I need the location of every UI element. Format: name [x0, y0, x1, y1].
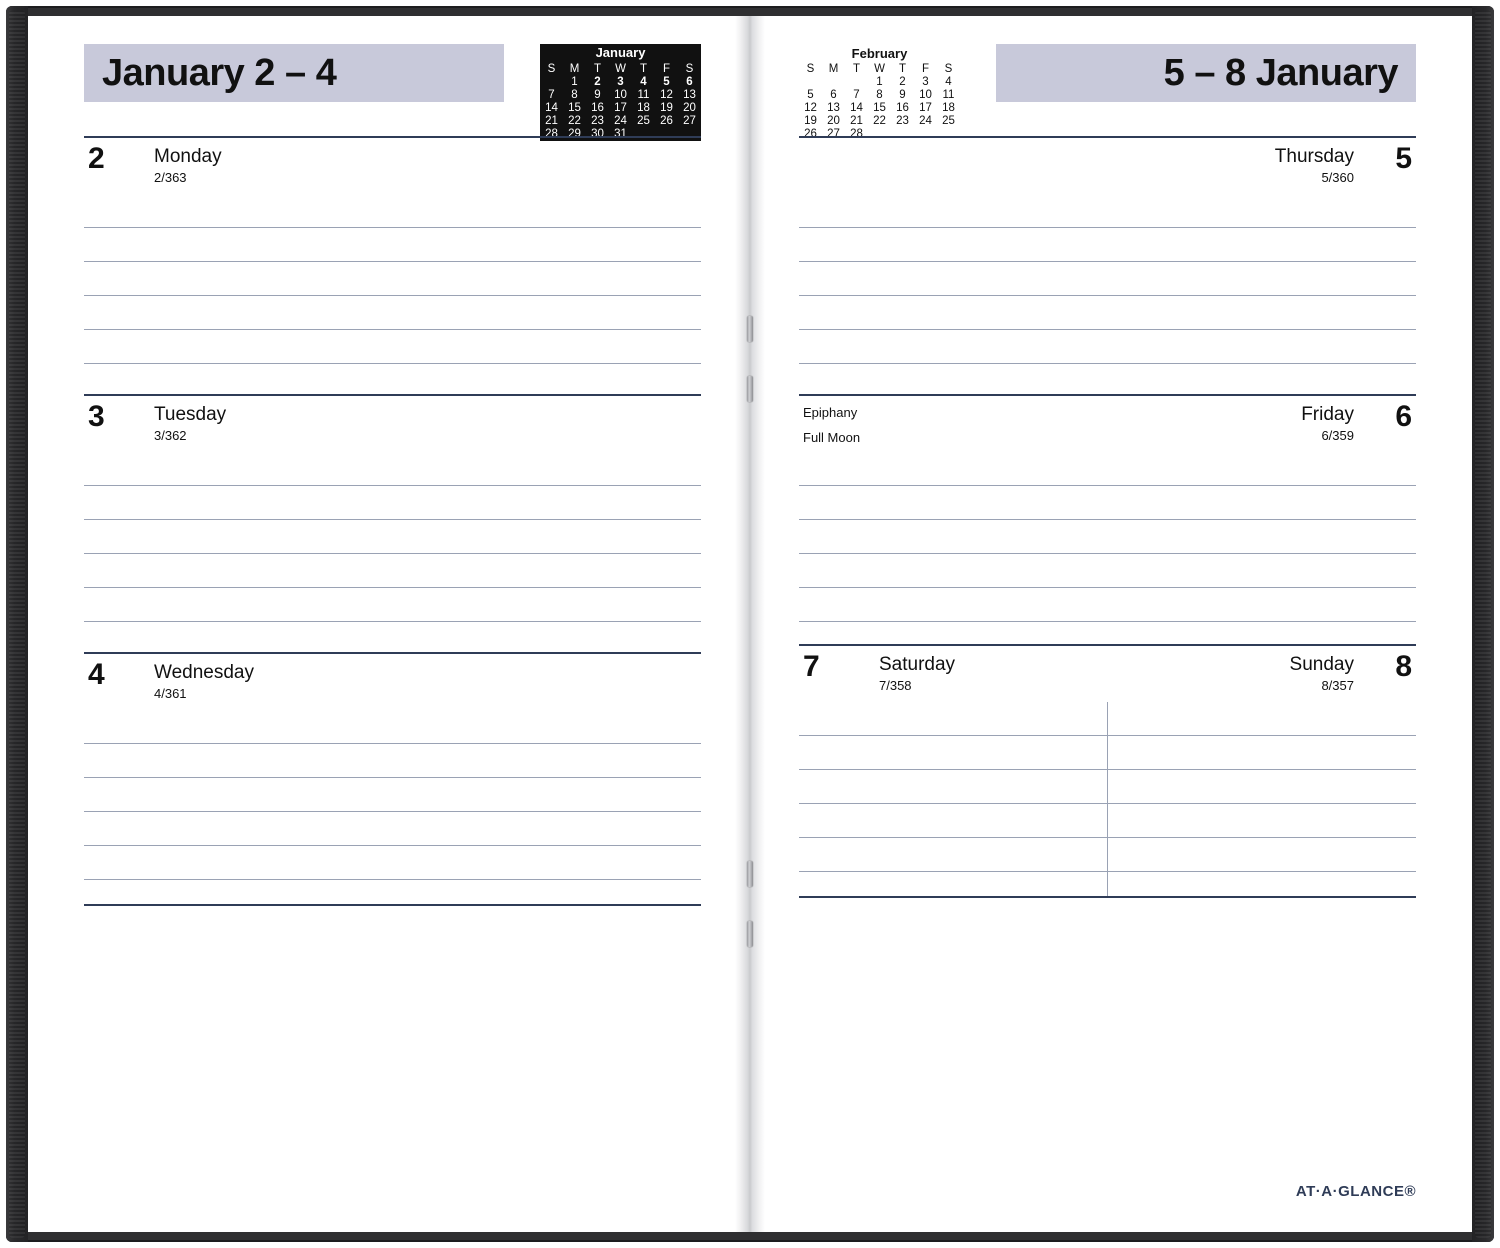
day-number: 8 [1395, 650, 1412, 683]
writing-line[interactable] [84, 520, 701, 554]
writing-line[interactable] [84, 296, 701, 330]
mini-calendar-day: 15 [873, 102, 886, 114]
day-header-tuesday [84, 396, 701, 452]
day-number: 2 [88, 142, 105, 175]
mini-calendar-day: 6 [830, 89, 837, 101]
mini-calendar-day: 29 [568, 128, 581, 140]
writing-line[interactable] [84, 364, 701, 394]
staple [747, 316, 753, 342]
writing-line[interactable] [1108, 702, 1416, 736]
day-number: 7 [803, 650, 820, 683]
mini-calendar-day: 27 [683, 115, 696, 127]
mini-calendar-weekday-row [799, 63, 960, 76]
saturday-lines[interactable] [799, 702, 1108, 896]
staple [747, 861, 753, 887]
cover-spine-left [6, 6, 28, 1242]
writing-line[interactable] [84, 778, 701, 812]
brand-logo: AT·A·GLANCE® [1295, 1183, 1416, 1200]
writing-line[interactable] [1108, 770, 1416, 804]
mini-calendar-day [822, 76, 845, 89]
mini-calendar-week-row [799, 89, 960, 102]
writing-line[interactable] [799, 622, 1416, 644]
mini-calendar-day: 28 [850, 128, 863, 140]
weekday-header: S [547, 63, 556, 75]
weekday-header: T [852, 63, 861, 75]
writing-line[interactable] [799, 486, 1416, 520]
mini-calendar-day: 26 [804, 128, 817, 140]
mini-calendar-day: 10 [614, 89, 627, 101]
mini-calendar-day: 19 [660, 102, 673, 114]
weekday-header: M [828, 63, 839, 75]
mini-calendar-february-title: February [851, 46, 908, 61]
writing-line[interactable] [84, 486, 701, 520]
writing-line[interactable] [799, 296, 1416, 330]
day-name: Monday [154, 146, 222, 167]
weekday-header: S [685, 63, 694, 75]
mini-calendar-day: 20 [827, 115, 840, 127]
mini-calendar-february [799, 46, 960, 141]
day-block-friday[interactable] [799, 394, 1416, 644]
weekday-header: F [921, 63, 930, 75]
day-header-monday [84, 138, 701, 194]
mini-calendar-day: 16 [896, 102, 909, 114]
mini-calendar-day [845, 76, 868, 89]
mini-calendar-day: 22 [873, 115, 886, 127]
right-date-range-label: 5 – 8 January [1163, 51, 1398, 94]
day-block-tuesday[interactable] [84, 394, 701, 652]
day-number: 4 [88, 658, 105, 691]
page-bottom-rule [84, 904, 701, 906]
writing-line[interactable] [84, 194, 701, 228]
left-page [28, 16, 735, 1232]
mini-calendar-week-row [799, 102, 960, 115]
day-block-thursday[interactable] [799, 136, 1416, 394]
writing-line[interactable] [1108, 872, 1416, 896]
writing-line[interactable] [84, 228, 701, 262]
mini-calendar-day: 30 [591, 128, 604, 140]
mini-calendar-day: 11 [637, 89, 650, 101]
day-of-year: 3/362 [154, 428, 187, 443]
mini-calendar-day: 18 [942, 102, 955, 114]
writing-line[interactable] [84, 622, 701, 652]
mini-calendar-day: 26 [660, 115, 673, 127]
day-name: Friday [1301, 404, 1354, 425]
mini-calendar-day: 13 [683, 89, 696, 101]
weekday-header: S [806, 63, 815, 75]
right-page [765, 16, 1472, 1232]
writing-line[interactable] [84, 812, 701, 846]
day-of-year: 8/357 [1321, 678, 1354, 693]
mini-calendar-day: 13 [827, 102, 840, 114]
mini-calendar-week-row [540, 102, 701, 115]
weekday-header: M [569, 63, 580, 75]
day-header-weekend [799, 646, 1416, 702]
mini-calendar-day: 25 [637, 115, 650, 127]
writing-line[interactable] [799, 262, 1416, 296]
writing-line[interactable] [799, 554, 1416, 588]
day-name: Wednesday [154, 662, 254, 683]
weekday-header: W [874, 63, 885, 75]
writing-line[interactable] [799, 872, 1107, 896]
day-of-year: 2/363 [154, 170, 187, 185]
book-gutter [735, 16, 765, 1232]
sunday-lines[interactable] [1108, 702, 1416, 896]
mini-calendar-day: 15 [568, 102, 581, 114]
day-of-year: 4/361 [154, 686, 187, 701]
page-bottom-rule [799, 896, 1416, 898]
mini-calendar-day: 14 [545, 102, 558, 114]
mini-calendar-day: 3 [922, 76, 929, 88]
mini-calendar-day: 7 [548, 89, 555, 101]
mini-calendar-day: 3 [617, 76, 624, 88]
mini-calendar-february-grid [799, 63, 960, 141]
right-date-range-banner [996, 44, 1416, 102]
writing-line[interactable] [1108, 736, 1416, 770]
writing-line[interactable] [1108, 804, 1416, 838]
day-of-year: 6/359 [1321, 428, 1354, 443]
writing-line[interactable] [799, 736, 1107, 770]
mini-calendar-day: 16 [591, 102, 604, 114]
mini-calendar-day: 24 [614, 115, 627, 127]
mini-calendar-week-row [799, 76, 960, 89]
writing-line[interactable] [1108, 838, 1416, 872]
mini-calendar-week-row [540, 89, 701, 102]
day-of-year: 7/358 [879, 678, 912, 693]
writing-lines-wednesday[interactable] [84, 710, 701, 904]
mini-calendar-week-row [540, 115, 701, 128]
mini-calendar-day: 1 [571, 76, 578, 88]
mini-calendar-january-title: January [540, 44, 701, 63]
weekday-header: T [593, 63, 602, 75]
day-block-wednesday[interactable] [84, 652, 701, 906]
day-number: 6 [1395, 400, 1412, 433]
writing-line[interactable] [799, 588, 1416, 622]
writing-line[interactable] [799, 770, 1107, 804]
writing-line[interactable] [799, 520, 1416, 554]
day-header-friday [799, 396, 1416, 452]
mini-calendar-january [540, 44, 701, 141]
weekday-header: T [639, 63, 648, 75]
mini-calendar-day: 19 [804, 115, 817, 127]
mini-calendar-day: 10 [919, 89, 932, 101]
writing-line[interactable] [84, 554, 701, 588]
writing-line[interactable] [799, 194, 1416, 228]
writing-line[interactable] [84, 330, 701, 364]
cover-spine-right [1472, 6, 1494, 1242]
writing-line[interactable] [799, 330, 1416, 364]
right-page-header [799, 44, 1416, 140]
mini-calendar-day: 5 [663, 76, 670, 88]
mini-calendar-day [540, 76, 563, 89]
mini-calendar-day: 12 [660, 89, 673, 101]
weekend-split [799, 702, 1416, 896]
day-name: Thursday [1274, 146, 1354, 167]
weekday-header: S [944, 63, 953, 75]
mini-calendar-day: 18 [637, 102, 650, 114]
mini-calendar-day: 31 [614, 128, 627, 140]
left-date-range-banner [84, 44, 504, 102]
day-of-year: 5/360 [1321, 170, 1354, 185]
writing-lines-thursday[interactable] [799, 194, 1416, 394]
writing-line[interactable] [84, 262, 701, 296]
writing-line[interactable] [799, 838, 1107, 872]
mini-calendar-day: 11 [942, 89, 955, 101]
mini-calendar-day [799, 76, 822, 89]
mini-calendar-day: 24 [919, 115, 932, 127]
mini-calendar-week-row [799, 115, 960, 128]
day-header-thursday [799, 138, 1416, 194]
writing-line[interactable] [84, 846, 701, 880]
mini-calendar-day: 9 [594, 89, 601, 101]
writing-line[interactable] [799, 452, 1416, 486]
holiday-note: Epiphany [803, 405, 858, 420]
mini-calendar-week-row [540, 76, 701, 89]
day-number: 5 [1395, 142, 1412, 175]
left-date-range-label: January 2 – 4 [102, 51, 337, 94]
day-name: Tuesday [154, 404, 227, 425]
mini-calendar-january-grid [540, 63, 701, 141]
day-header-wednesday [84, 654, 701, 710]
writing-line[interactable] [799, 228, 1416, 262]
writing-lines-monday[interactable] [84, 194, 701, 394]
mini-calendar-day: 27 [827, 128, 840, 140]
mini-calendar-day: 23 [896, 115, 909, 127]
mini-calendar-day: 17 [614, 102, 627, 114]
mini-calendar-day: 17 [919, 102, 932, 114]
day-name: Saturday [879, 654, 956, 675]
mini-calendar-day: 1 [876, 76, 883, 88]
mini-calendar-day: 5 [807, 89, 814, 101]
moon-phase-note: Full Moon [803, 430, 861, 445]
writing-lines-tuesday[interactable] [84, 452, 701, 652]
writing-line[interactable] [84, 880, 701, 904]
weekday-header: F [662, 63, 671, 75]
mini-calendar-day: 12 [804, 102, 817, 114]
writing-lines-friday[interactable] [799, 452, 1416, 644]
mini-calendar-day: 21 [545, 115, 558, 127]
mini-calendar-day: 2 [594, 76, 601, 88]
writing-line[interactable] [84, 744, 701, 778]
mini-calendar-day: 8 [876, 89, 883, 101]
planner-spread [6, 6, 1494, 1242]
mini-calendar-day: 8 [571, 89, 578, 101]
weekday-header: T [898, 63, 907, 75]
writing-line[interactable] [799, 364, 1416, 394]
mini-calendar-weekday-row [540, 63, 701, 76]
mini-calendar-day: 23 [591, 115, 604, 127]
mini-calendar-day: 4 [945, 76, 952, 88]
staple [747, 376, 753, 402]
mini-calendar-day: 9 [899, 89, 906, 101]
mini-calendar-day: 25 [942, 115, 955, 127]
pages-container [28, 16, 1472, 1232]
mini-calendar-day: 4 [640, 76, 647, 88]
writing-line[interactable] [799, 804, 1107, 838]
left-page-header [84, 44, 701, 140]
day-number: 3 [88, 400, 105, 433]
weekday-header: W [615, 63, 626, 75]
staple [747, 921, 753, 947]
mini-calendar-day: 22 [568, 115, 581, 127]
mini-calendar-day: 6 [686, 76, 693, 88]
writing-line[interactable] [84, 452, 701, 486]
writing-line[interactable] [799, 702, 1107, 736]
mini-calendar-day: 21 [850, 115, 863, 127]
day-notes-friday [803, 400, 860, 450]
writing-line[interactable] [84, 588, 701, 622]
mini-calendar-day: 14 [850, 102, 863, 114]
writing-line[interactable] [84, 710, 701, 744]
day-block-monday[interactable] [84, 136, 701, 394]
mini-calendar-day: 2 [899, 76, 906, 88]
day-name: Sunday [1289, 654, 1354, 675]
day-block-weekend[interactable] [799, 644, 1416, 898]
mini-calendar-day: 7 [853, 89, 860, 101]
mini-calendar-day: 20 [683, 102, 696, 114]
mini-calendar-day: 28 [545, 128, 558, 140]
